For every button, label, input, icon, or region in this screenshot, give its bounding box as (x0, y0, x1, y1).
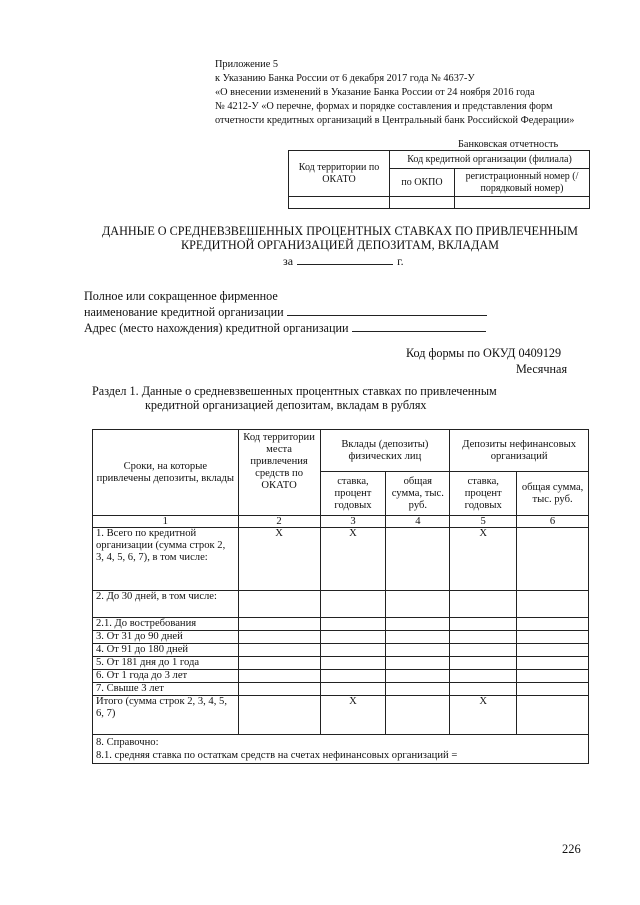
table-row-total (93, 696, 589, 735)
reg-number-cell (455, 197, 590, 209)
territory-code-value (238, 618, 320, 631)
header-line-1: Приложение 5 (215, 59, 278, 70)
individuals-sum-value (386, 591, 450, 618)
nonfinancial-sum-value (517, 657, 589, 670)
individuals-sum-value (386, 657, 450, 670)
header-terms: Сроки, на которые привлечены депозиты, вклады (93, 430, 239, 516)
section-heading (92, 384, 497, 412)
rates-table (92, 429, 589, 764)
header-rate-individuals: ставка, процент годовых (320, 472, 386, 516)
okpo-header: по ОКПО (390, 169, 455, 197)
org-name-line-1: Полное или сокращенное фирменное (84, 289, 278, 303)
individuals-rate-value (320, 683, 386, 696)
individuals-sum-value (386, 618, 450, 631)
individuals-rate-value (320, 591, 386, 618)
org-name-blank (287, 304, 487, 316)
row-label: 6. От 1 года до 3 лет (93, 670, 239, 683)
territory-code-value (238, 670, 320, 683)
appendix-header (215, 58, 590, 128)
territory-code-header: Код территории по ОКАТО (289, 151, 390, 197)
section-line-1: Раздел 1. Данные о средневзвешенных процентных ставках по привлеченным (92, 384, 497, 398)
nonfinancial-rate-value: X (450, 528, 517, 591)
header-sum-nonfinancial: общая сумма, тыс. руб. (517, 472, 589, 516)
territory-code-value (238, 591, 320, 618)
codes-table (288, 150, 590, 209)
individuals-sum-value (386, 696, 450, 735)
territory-code-value (238, 696, 320, 735)
territory-code-value (238, 657, 320, 670)
org-address: Адрес (место нахождения) кредитной организации (84, 321, 349, 335)
column-number: 2 (238, 516, 320, 528)
individuals-sum-value (386, 683, 450, 696)
bank-reporting-label: Банковская отчетность (458, 139, 559, 150)
nonfinancial-rate-value (450, 644, 517, 657)
nonfinancial-rate-value (450, 683, 517, 696)
okpo-cell (390, 197, 455, 209)
nonfinancial-sum-value (517, 696, 589, 735)
reference-row (93, 735, 589, 764)
table-row (93, 683, 589, 696)
header-individual-deposits: Вклады (депозиты) физических лиц (320, 430, 450, 472)
org-info (84, 288, 487, 336)
individuals-rate-value (320, 644, 386, 657)
page-number: 226 (562, 842, 581, 856)
table-row (93, 644, 589, 657)
column-numbers-row (93, 516, 589, 528)
org-name-line-2: наименование кредитной организации (84, 305, 284, 319)
reg-number-header: регистрационный номер (/порядковый номер) (455, 169, 590, 197)
title-line-1: ДАННЫЕ О СРЕДНЕВЗВЕШЕННЫХ ПРОЦЕНТНЫХ СТАВКАХ ПО ПРИВЛЕЧЕННЫМ (101, 224, 579, 238)
header-line-3: «О внесении изменений в Указание Банка России от 24 ноября 2016 года (215, 87, 535, 98)
nonfinancial-sum-value (517, 644, 589, 657)
column-number: 4 (386, 516, 450, 528)
periodicity: Месячная (516, 362, 568, 376)
column-number: 5 (450, 516, 517, 528)
row-label: 3. От 31 до 90 дней (93, 631, 239, 644)
nonfinancial-sum-value (517, 670, 589, 683)
individuals-rate-value (320, 618, 386, 631)
table-row (93, 618, 589, 631)
nonfinancial-sum-value (517, 683, 589, 696)
nonfinancial-rate-value (450, 657, 517, 670)
territory-code-value (238, 683, 320, 696)
individuals-rate-value (320, 631, 386, 644)
form-code: Код формы по ОКУД 0409129 (406, 346, 562, 360)
individuals-sum-value (386, 670, 450, 683)
row-label: 7. Свыше 3 лет (93, 683, 239, 696)
nonfinancial-rate-value (450, 591, 517, 618)
territory-code-cell (289, 197, 390, 209)
column-number: 6 (517, 516, 589, 528)
header-sum-individuals: общая сумма, тыс. руб. (386, 472, 450, 516)
reference-cell (93, 735, 589, 764)
header-line-2: к Указанию Банка России от 6 декабря 2017 года № 4637-У (215, 73, 475, 84)
table-row (93, 670, 589, 683)
report-period (283, 254, 404, 269)
nonfinancial-rate-value (450, 618, 517, 631)
reference-title: 8. Справочно: (96, 737, 159, 748)
header-line-4: № 4212-У «О перечне, формах и порядке составления и представления форм отчетности кредитных организаций в Центральный банк Российской Федерации» (215, 101, 575, 126)
table-row (93, 631, 589, 644)
column-number: 1 (93, 516, 239, 528)
row-label: 2. До 30 дней, в том числе: (93, 591, 239, 618)
individuals-sum-value (386, 631, 450, 644)
table-row (93, 591, 589, 618)
header-territory-code: Код территории места привлечения средств по ОКАТО (238, 430, 320, 516)
nonfinancial-sum-value (517, 528, 589, 591)
individuals-rate-value (320, 657, 386, 670)
column-number: 3 (320, 516, 386, 528)
territory-code-value: X (238, 528, 320, 591)
row-label: Итого (сумма строк 2, 3, 4, 5, 6, 7) (93, 696, 239, 735)
org-code-header: Код кредитной организации (филиала) (390, 151, 590, 169)
reference-average-rate: 8.1. средняя ставка по остаткам средств на счетах нефинансовых организаций = (96, 750, 458, 761)
individuals-sum-value (386, 644, 450, 657)
org-address-blank (352, 320, 486, 332)
individuals-sum-value (386, 528, 450, 591)
individuals-rate-value: X (320, 696, 386, 735)
individuals-rate-value: X (320, 528, 386, 591)
nonfinancial-sum-value (517, 591, 589, 618)
period-prefix: за (283, 254, 294, 268)
nonfinancial-sum-value (517, 618, 589, 631)
report-title (90, 224, 590, 252)
table-row (93, 657, 589, 670)
row-label: 4. От 91 до 180 дней (93, 644, 239, 657)
header-nonfinancial-deposits: Депозиты нефинансовых организаций (450, 430, 589, 472)
section-line-2: кредитной организацией депозитам, вкладам в рублях (145, 398, 427, 412)
header-rate-nonfinancial: ставка, процент годовых (450, 472, 517, 516)
period-suffix: г. (397, 254, 404, 268)
territory-code-value (238, 644, 320, 657)
row-label: 2.1. До востребования (93, 618, 239, 631)
nonfinancial-rate-value (450, 631, 517, 644)
title-line-2: КРЕДИТНОЙ ОРГАНИЗАЦИЕЙ ДЕПОЗИТАМ, ВКЛАДАМ (181, 238, 499, 252)
table-row (93, 528, 589, 591)
row-label: 5. От 181 дня до 1 года (93, 657, 239, 670)
row-label: 1. Всего по кредитной организации (сумма строк 2, 3, 4, 5, 6, 7), в том числе: (93, 528, 239, 591)
nonfinancial-rate-value (450, 670, 517, 683)
nonfinancial-sum-value (517, 631, 589, 644)
territory-code-value (238, 631, 320, 644)
period-blank (297, 254, 393, 265)
nonfinancial-rate-value: X (450, 696, 517, 735)
individuals-rate-value (320, 670, 386, 683)
